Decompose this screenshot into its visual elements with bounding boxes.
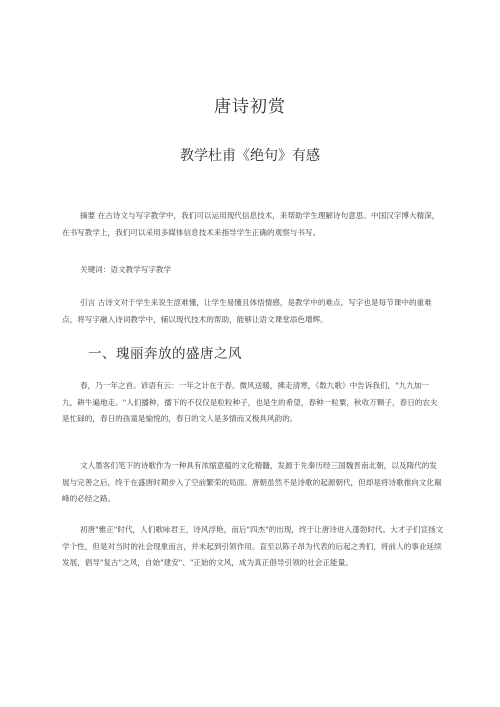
- keywords-line: 关键词：语文教学写字教学: [80, 265, 172, 274]
- body-paragraph-2: 文人墨客们笔下的诗歌作为一种具有浓缩意蕴的文化精髓，发源于先秦历经三国魏晋南北朝，以及隋代的发展与完善之后，终于在盛唐时期步入了空前繁荣的局面。唐朝虽然不是诗歌的起源朝代，但却是将诗歌推向文化巅峰的必经之路。: [62, 461, 442, 503]
- abstract-paragraph: 摘要 在古诗文与写字教学中，我们可以运用现代信息技术，来帮助学生理解诗句意思。中国汉字博大精深，在书写教学上，我们可以采用多媒体信息技术来指导学生正确的观察与书写。: [62, 211, 440, 237]
- section-heading: 一、瑰丽奔放的盛唐之风: [88, 346, 242, 362]
- page-title: 唐诗初赏: [214, 97, 286, 117]
- body-paragraph-3: 初唐"雅正"时代，人们歌咏君王，诗风浮艳，而后"四杰"的出现，终于让唐诗进入蓬勃时代。大才子们宣扬文学个性，但是对当时的社会现象而言，并未起到引领作用。直至以陈子昂为代表的后起之秀们，将前人的事业延续发展，倡导"复古"之风，自始"建安"、"正始的文风，成为真正倡导引领的社会正能量。: [62, 525, 444, 567]
- page-subtitle: 教学杜甫《绝句》有感: [180, 148, 320, 164]
- body-paragraph-1: 春，乃一年之首。谚语有云：一年之计在于春。微风送暖，拂走清寒，《数九歌》中告诉我们，"九九加一九，耕牛遍地走。"人们播种，播下的不仅仅是粒粒种子，也是生的希望，春种一粒粟，秋收万颗子，春日的农夫是忙碌的，春日的孩童是愉悦的，春日的文人是多情而又极具风韵的。: [62, 381, 438, 423]
- intro-paragraph: 引言 古诗文对于学生来说生涩难懂，让学生易懂且体悟情感，是教学中的难点。写字也是每节课中的重难点，将写字融入诗词教学中，辅以现代技术的帮助，能够让语文课堂添色增辉。: [62, 298, 432, 324]
